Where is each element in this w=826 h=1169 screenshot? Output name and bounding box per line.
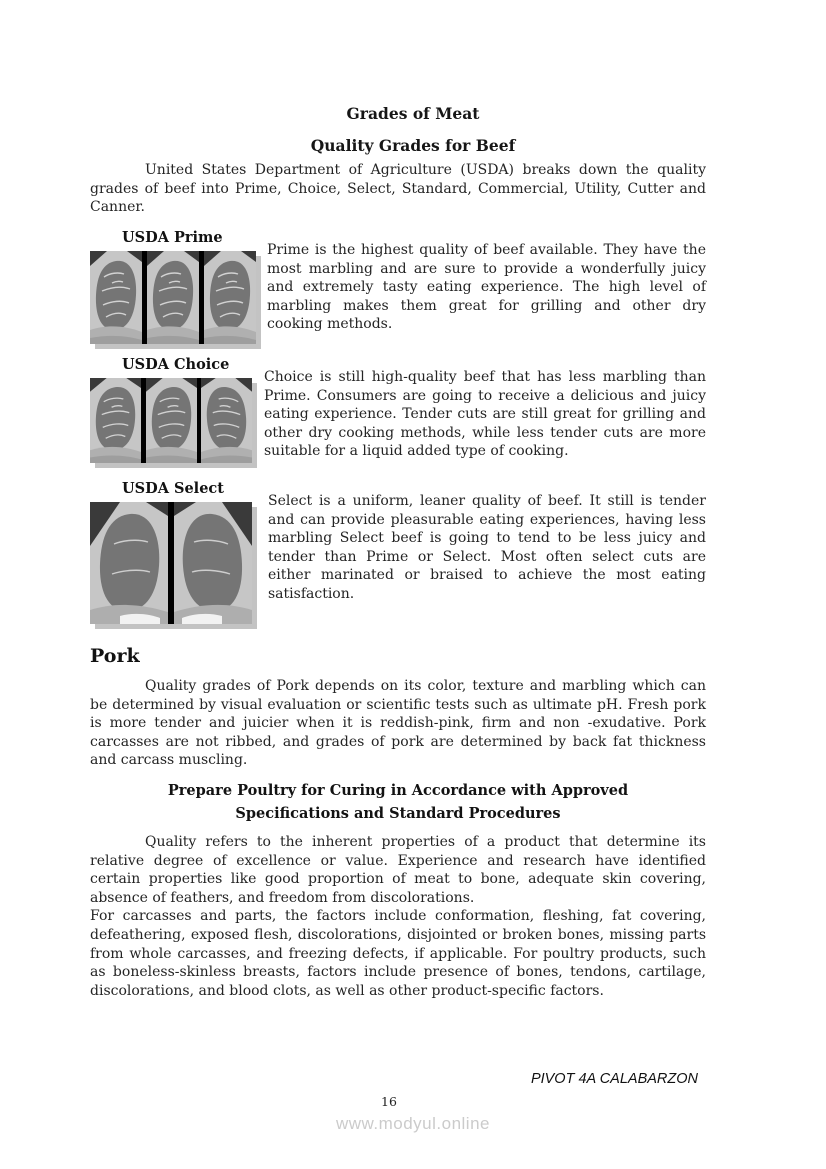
page-subtitle: Quality Grades for Beef [310, 136, 516, 155]
grade-choice-heading: USDA Choice [122, 356, 230, 373]
poultry-paragraph-1: Quality refers to the inherent properties of a product that determine its relative degree of excellence or value. Experience and research have identified certain properties like good proportion of meat to bone, adequate skin covering, absence of feathers, and freedom from discolorations. [90, 834, 706, 906]
poultry-paragraph-2: For carcasses and parts, the factors include conformation, fleshing, fat covering, defeathering, exposed flesh, discolorations, disjointed or broken bones, missing parts from whole carcasses, and freezing defects, if applicable. For poultry products, such as boneless-skinless breasts, factors include presence of bones, tendons, cartilage, discolorations, and blood clots, as well as other product-specific factors. [90, 908, 706, 999]
poultry-body [90, 833, 706, 1000]
grade-choice-media [90, 356, 252, 463]
watermark: www.modyul.online [335, 1114, 490, 1133]
grade-select-media [90, 480, 252, 624]
pork-paragraph: Quality grades of Pork depends on its color, texture and marbling which can be determined by visual evaluation or scientific tests such as ultimate pH. Fresh pork is more tender and juicier when it is reddish-pink, firm and non -exudative. Pork carcasses are not ribbed, and grades of pork are determined by back fat thickness and carcass muscling. [90, 678, 706, 769]
footer-attribution: PIVOT 4A CALABARZON [530, 1071, 698, 1087]
poultry-heading-line2: Specifications and Standard Procedures [235, 805, 561, 822]
grade-choice-description: Choice is still high-quality beef that has less marbling than Prime. Consumers are going to receive a delicious and juicy eating experience. Tender cuts are still great for grilling and other dry cooking methods, while less tender cuts are more suitable for a liquid added type of cooking. [264, 369, 706, 460]
grade-section-prime [90, 229, 706, 344]
usda-select-beef-image [90, 502, 252, 624]
grade-prime-heading: USDA Prime [122, 229, 223, 246]
grade-select-heading: USDA Select [122, 480, 224, 497]
grade-section-select [90, 480, 706, 624]
poultry-heading [90, 779, 706, 825]
document-header [0, 104, 826, 155]
usda-prime-beef-image [90, 251, 256, 344]
pork-heading: Pork [90, 645, 140, 667]
grade-select-description: Select is a uniform, leaner quality of beef. It still is tender and can provide pleasurable eating experiences, having less marbling Select beef is going to tend to be less juicy and tender than Prime or Select. Most often select cuts are either marinated or braised to achieve the most eating satisfaction. [268, 493, 706, 602]
page-title: Grades of Meat [346, 104, 480, 123]
poultry-heading-line1: Prepare Poultry for Curing in Accordance with Approved [167, 782, 629, 799]
grade-prime-description: Prime is the highest quality of beef available. They have the most marbling and are sure to provide a wonderfully juicy and extremely tasty eating experience. The high level of marbling makes them great for grilling and other dry cooking methods. [267, 242, 706, 333]
page-number: 16 [381, 1094, 397, 1109]
intro-paragraph: United States Department of Agriculture (USDA) breaks down the quality grades of beef into Prime, Choice, Select, Standard, Commercial, Utility, Cutter and Canner. [90, 162, 706, 216]
usda-choice-beef-image [90, 378, 252, 463]
grade-section-choice [90, 356, 706, 463]
grade-prime-media [90, 229, 256, 344]
